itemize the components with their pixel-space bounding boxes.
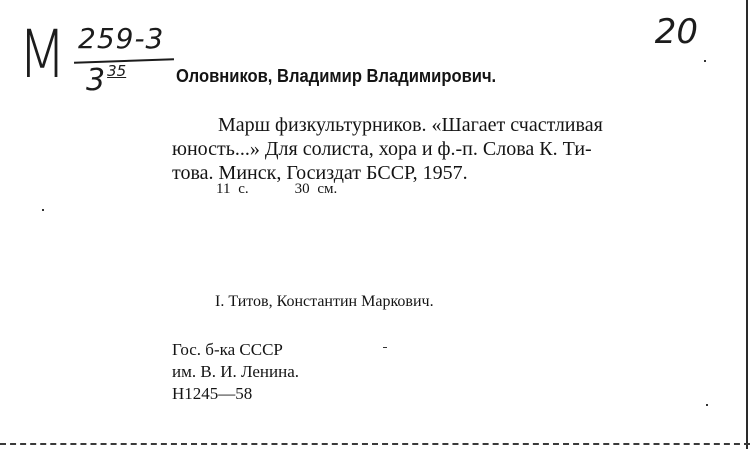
shelf-mark-letter: М xyxy=(18,16,67,93)
library-stamp xyxy=(172,339,299,405)
card-order-number: Н1245—58 xyxy=(172,384,253,403)
library-honorific: им. В. И. Ленина. xyxy=(172,362,300,381)
paper-speck xyxy=(706,404,708,406)
page-count: 11 с. xyxy=(216,181,249,197)
library-name: Гос. б-ка СССР xyxy=(172,340,283,359)
physical-description xyxy=(216,181,383,198)
corner-number: 20 xyxy=(654,12,698,52)
card-bottom-edge xyxy=(0,443,750,445)
shelf-sub-sup: 35 xyxy=(107,62,127,80)
author-heading: Оловников, Владимир Владимирович. xyxy=(176,66,497,86)
title-description xyxy=(172,113,712,185)
paper-speck xyxy=(704,60,706,62)
item-size: 30 см. xyxy=(294,181,338,197)
shelf-mark-subnumber xyxy=(86,62,126,98)
shelf-mark-number: 259-3 xyxy=(78,22,165,55)
added-entry-tracing: I. Титов, Константин Маркович. xyxy=(215,293,434,310)
description-line: това. Минск, Госиздат БССР, 1957. xyxy=(172,162,468,184)
card-right-edge xyxy=(746,0,748,449)
description-line: юность...» Для солиста, хора и ф.-п. Слова К. Ти- xyxy=(172,138,592,160)
paper-speck xyxy=(42,209,44,211)
paper-speck xyxy=(383,347,387,348)
shelf-sub-main: 3 xyxy=(86,63,106,98)
description-line: Марш физкультурников. «Шагает счастливая xyxy=(218,114,603,136)
